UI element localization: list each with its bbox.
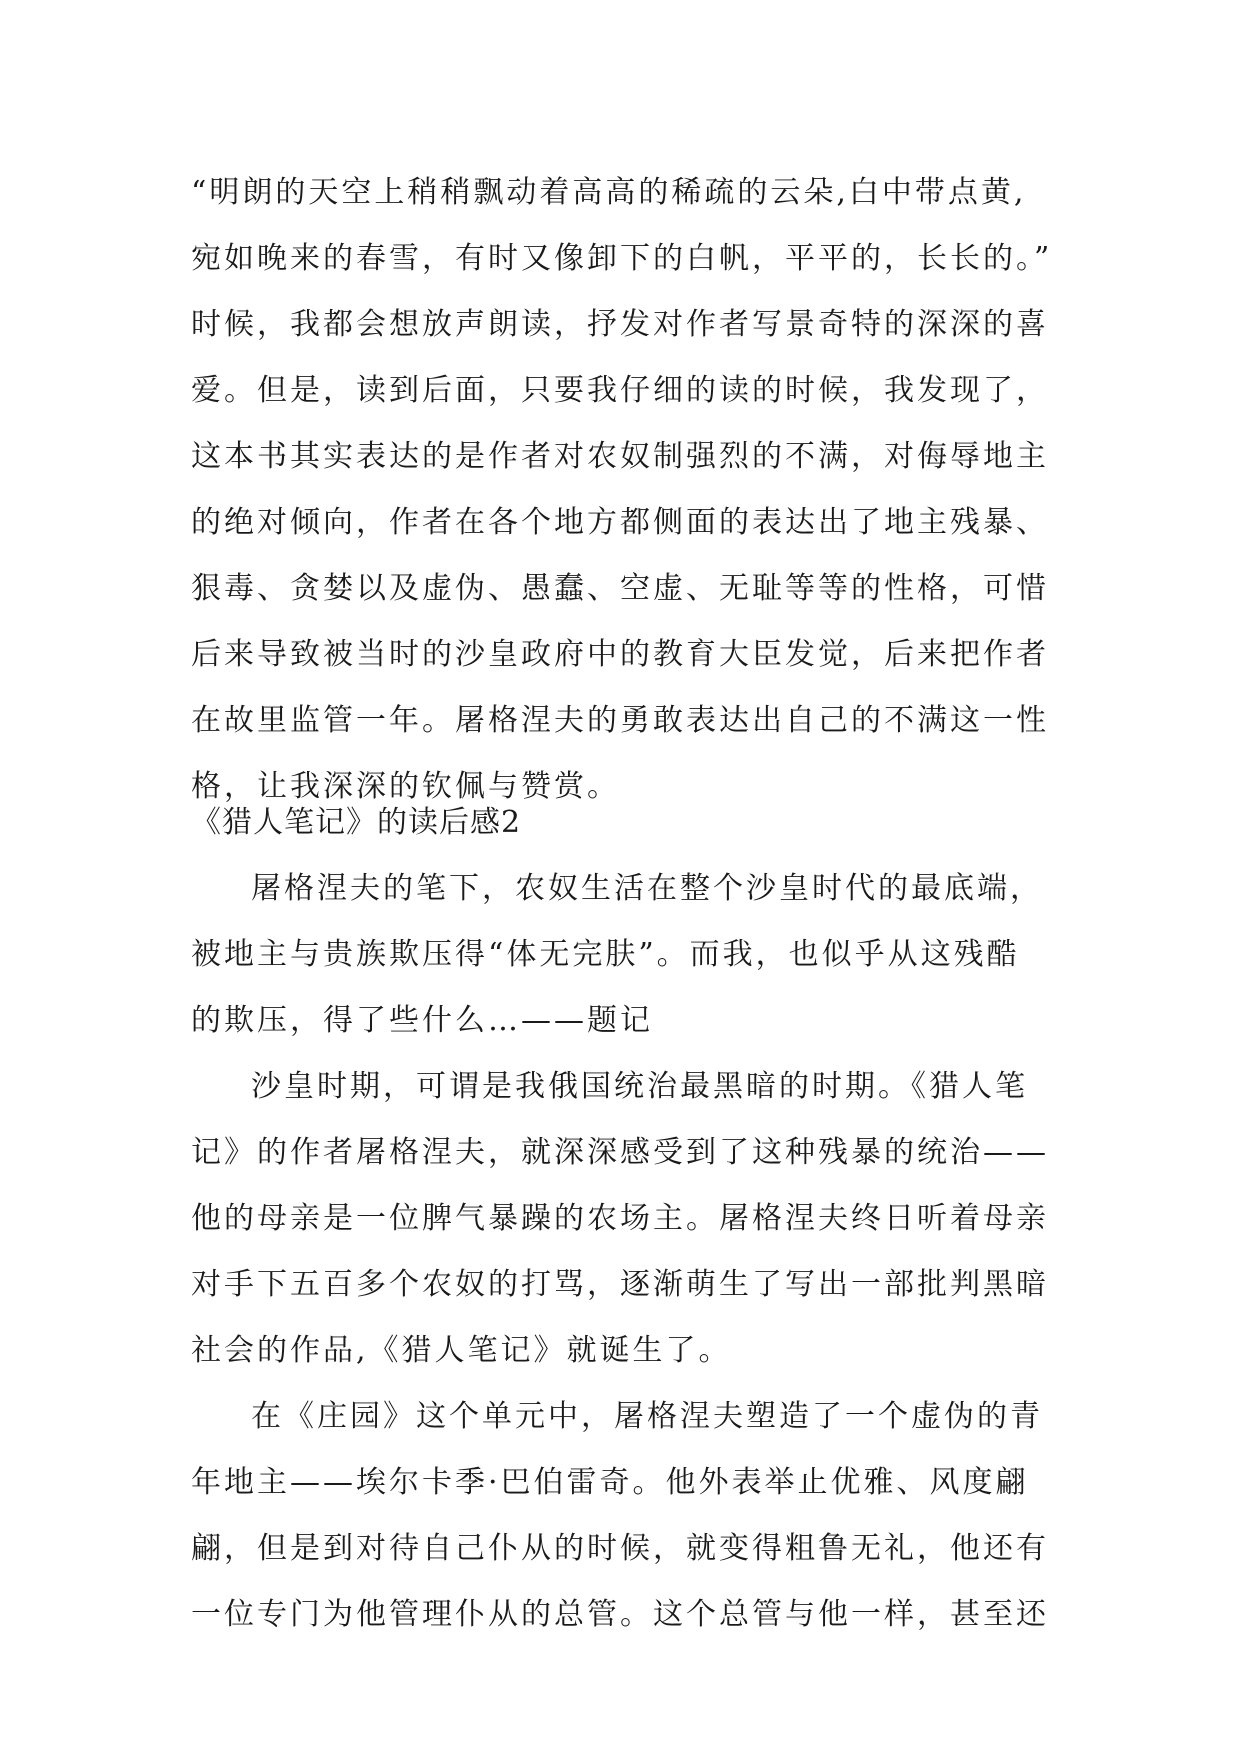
text-line: 这本书其实表达的是作者对农奴制强烈的不满，对侮辱地主 xyxy=(191,439,1049,474)
text-line: 一位专门为他管理仆从的总管。这个总管与他一样，甚至还 xyxy=(191,1597,1049,1632)
text-line: 在故里监管一年。屠格涅夫的勇敢表达出自己的不满这一性 xyxy=(191,703,1049,738)
section-heading: 《猎人笔记》的读后感2 xyxy=(191,805,522,840)
text-line: 格，让我深深的钦佩与赞赏。 xyxy=(191,769,620,804)
text-line: 屠格涅夫的笔下，农奴生活在整个沙皇时代的最底端， xyxy=(251,871,1043,906)
text-line: 狠毒、贪婪以及虚伪、愚蠢、空虚、无耻等等的性格，可惜 xyxy=(191,571,1049,606)
text-line: 爱。但是，读到后面，只要我仔细的读的时候，我发现了， xyxy=(191,373,1049,408)
text-line: 社会的作品,《猎人笔记》就诞生了。 xyxy=(191,1333,732,1368)
text-line: 后来导致被当时的沙皇政府中的教育大臣发觉，后来把作者 xyxy=(191,637,1049,672)
text-line: 在《庄园》这个单元中，屠格涅夫塑造了一个虚伪的青 xyxy=(251,1399,1043,1434)
text-line: 被地主与贵族欺压得“体无完肤”。而我，也似乎从这残酷 xyxy=(191,937,1020,972)
text-line: 宛如晚来的春雪，有时又像卸下的白帆，平平的，长长的。” xyxy=(191,241,1053,276)
text-line: “明朗的天空上稍稍飘动着高高的稀疏的云朵,白中带点黄, xyxy=(191,175,1027,210)
continued-paragraph xyxy=(191,160,1071,820)
text-line: 他的母亲是一位脾气暴躁的农场主。屠格涅夫终日听着母亲 xyxy=(191,1201,1049,1236)
text-line: 记》的作者屠格涅夫，就深深感受到了这种残暴的统治—— xyxy=(191,1135,1049,1170)
text-line: 沙皇时期，可谓是我俄国统治最黑暗的时期。《猎人笔 xyxy=(251,1069,1028,1104)
text-line: 的欺压，得了些什么…——题记 xyxy=(191,1003,653,1038)
section-2 xyxy=(191,790,1071,1648)
text-line: 对手下五百多个农奴的打骂，逐渐萌生了写出一部批判黑暗 xyxy=(191,1267,1049,1302)
text-line: 翩，但是到对待自己仆从的时候，就变得粗鲁无礼，他还有 xyxy=(191,1531,1049,1566)
text-line: 的绝对倾向，作者在各个地方都侧面的表达出了地主残暴、 xyxy=(191,505,1049,540)
text-line: 年地主——埃尔卡季·巴伯雷奇。他外表举止优雅、风度翩 xyxy=(191,1465,1029,1500)
text-line: 时候，我都会想放声朗读，抒发对作者写景奇特的深深的喜 xyxy=(191,307,1049,342)
